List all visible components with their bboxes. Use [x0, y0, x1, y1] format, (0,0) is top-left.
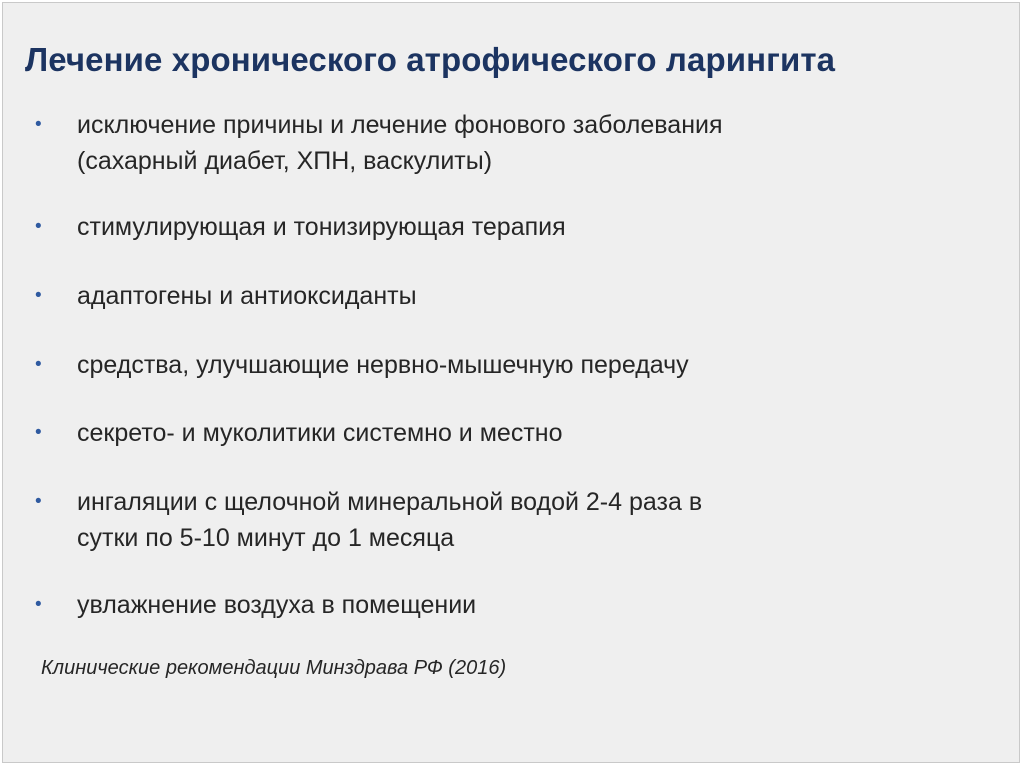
list-item-text: стимулирующая и тонизирующая терапия	[77, 213, 566, 241]
list-item	[35, 107, 723, 179]
bullet-icon: •	[35, 594, 42, 615]
list-item	[35, 278, 417, 314]
list-item	[35, 415, 562, 451]
bullet-icon: •	[35, 285, 42, 306]
bullet-icon: •	[35, 216, 42, 237]
list-item	[35, 209, 566, 245]
source-citation: Клинические рекомендации Минздрава РФ (2016)	[41, 657, 507, 679]
bullet-icon: •	[35, 354, 42, 375]
list-item-text: увлажнение воздуха в помещении	[77, 591, 477, 619]
bullet-icon: •	[35, 114, 42, 135]
slide-title: Лечение хронического атрофического ларингита	[25, 41, 836, 78]
slide	[2, 2, 1020, 763]
list-item-text: исключение причины и лечение фонового заболевания (сахарный диабет, ХПН, васкулиты)	[77, 111, 723, 175]
list-item	[35, 347, 689, 383]
list-item-text: ингаляции с щелочной минеральной водой 2-4 раза в сутки по 5-10 минут до 1 месяца	[77, 488, 703, 552]
bullet-icon: •	[35, 491, 42, 512]
bullet-list	[3, 3, 1019, 762]
list-item-text: адаптогены и антиоксиданты	[77, 282, 417, 310]
list-item-text: секрето- и муколитики системно и местно	[77, 419, 563, 447]
list-item-text: средства, улучшающие нервно-мышечную передачу	[77, 351, 689, 379]
bullet-icon: •	[35, 422, 42, 443]
list-item	[35, 587, 476, 623]
list-item	[35, 484, 702, 556]
